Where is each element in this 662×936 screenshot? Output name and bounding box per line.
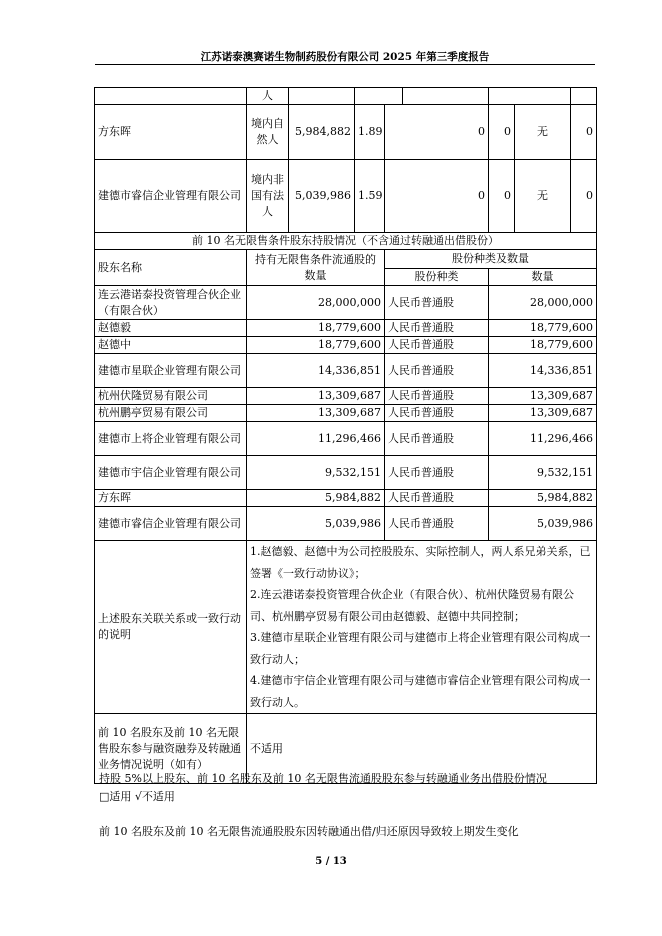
shareholder-table (94, 87, 597, 784)
quantity-cell: 28,000,000 (489, 286, 597, 320)
share-type-cell: 人民币普通股 (385, 388, 489, 405)
table-row (95, 354, 597, 388)
quantity-cell: 18,779,600 (489, 337, 597, 354)
change-paragraph: 前 10 名股东及前 10 名无限售流通股股东因转融通出借/归还原因导致较上期发生变化 (99, 825, 519, 838)
table-row (95, 422, 597, 456)
holder-name-cell: 方东晖 (95, 490, 247, 507)
quantity-cell: 9,532,151 (489, 456, 597, 490)
status-cell: 无 (515, 105, 571, 160)
relation-note: 1.赵德毅、赵德中为公司控股股东、实际控制人，两人系兄弟关系，已签署《一致行动协议》； (250, 545, 591, 580)
holder-name-cell: 赵德中 (95, 337, 247, 354)
pledged-cell (489, 88, 571, 105)
shares-cell: 5,984,882 (289, 105, 355, 160)
holder-name-cell: 建德市睿信企业管理有限公司 (95, 507, 247, 541)
page-number: 5 / 13 (315, 856, 347, 867)
table-row (95, 541, 597, 714)
tradable-qty-cell: 18,779,600 (247, 337, 385, 354)
share-type-cell: 人民币普通股 (385, 422, 489, 456)
tradable-qty-cell: 13,309,687 (247, 405, 385, 422)
holder-name-cell: 杭州鹏亭贸易有限公司 (95, 405, 247, 422)
qty-cell: 0 (571, 105, 597, 160)
header-rule (95, 64, 595, 65)
share-type-cell: 人民币普通股 (385, 320, 489, 337)
table-row (95, 160, 597, 233)
table-row (95, 233, 597, 250)
holder-name-cell: 杭州伏隆贸易有限公司 (95, 388, 247, 405)
quantity-cell: 11,296,466 (489, 422, 597, 456)
quantity-cell: 5,039,986 (489, 507, 597, 541)
holder-nature-cell: 人 (247, 88, 289, 105)
report-header: 江苏诺泰澳赛诺生物制药股份有限公司 2025 年第三季度报告 (200, 51, 490, 63)
ratio-cell: 1.59 (355, 160, 385, 233)
table-row (95, 88, 597, 105)
status-cell: 无 (515, 160, 571, 233)
table-row (95, 105, 597, 160)
lending-options: □适用 √不适用 (99, 790, 175, 803)
holder-name-cell (95, 88, 247, 105)
ratio-cell (355, 88, 403, 105)
section-title: 前 10 名无限售条件股东持股情况（不含通过转融通出借股份） (95, 233, 597, 250)
holder-nature-cell: 境内非国有法人 (247, 160, 289, 233)
share-type-cell: 人民币普通股 (385, 337, 489, 354)
table-row (95, 320, 597, 337)
relation-label: 上述股东关联关系或一致行动的说明 (95, 541, 247, 714)
shares-cell (289, 88, 355, 105)
quantity-cell: 14,336,851 (489, 354, 597, 388)
restricted-cell: 0 (385, 160, 489, 233)
col-header-quantity: 数量 (489, 269, 597, 286)
table-row (95, 490, 597, 507)
relation-note: 4.建德市宇信企业管理有限公司与建德市睿信企业管理有限公司构成一致行动人。 (250, 674, 591, 709)
holder-name-cell: 连云港诺泰投资管理合伙企业（有限合伙） (95, 286, 247, 320)
lending-paragraph (99, 770, 599, 806)
tradable-qty-cell: 13,309,687 (247, 388, 385, 405)
quantity-cell: 13,309,687 (489, 405, 597, 422)
qty-cell: 0 (571, 160, 597, 233)
col-header-tradable-qty: 持有无限售条件流通股的数量 (247, 250, 385, 286)
share-type-cell: 人民币普通股 (385, 490, 489, 507)
shares-cell: 5,039,986 (289, 160, 355, 233)
holder-name-cell: 建德市上将企业管理有限公司 (95, 422, 247, 456)
tradable-qty-cell: 14,336,851 (247, 354, 385, 388)
quantity-cell: 18,779,600 (489, 320, 597, 337)
restricted-cell: 0 (385, 105, 489, 160)
share-type-cell: 人民币普通股 (385, 405, 489, 422)
table-header-row (95, 250, 597, 269)
tradable-qty-cell: 5,984,882 (247, 490, 385, 507)
restricted-cell (403, 88, 489, 105)
holder-name-cell: 方东晖 (95, 105, 247, 160)
tradable-qty-cell: 9,532,151 (247, 456, 385, 490)
holder-name-cell: 建德市睿信企业管理有限公司 (95, 160, 247, 233)
relation-note: 2.连云港诺泰投资管理合伙企业（有限合伙）、杭州伏隆贸易有限公司、杭州鹏亭贸易有限公司由赵德毅、赵德中共同控制； (250, 588, 574, 623)
table-row (95, 388, 597, 405)
col-header-holder-name: 股东名称 (95, 250, 247, 286)
financing-value: 不适用 (247, 714, 597, 784)
table-row (95, 507, 597, 541)
holder-name-cell: 赵德毅 (95, 320, 247, 337)
holder-nature-cell: 境内自然人 (247, 105, 289, 160)
relation-note: 3.建德市星联企业管理有限公司与建德市上将企业管理有限公司构成一致行动人； (250, 631, 591, 666)
table-row (95, 337, 597, 354)
holder-name-cell: 建德市宇信企业管理有限公司 (95, 456, 247, 490)
tradable-qty-cell: 18,779,600 (247, 320, 385, 337)
tradable-qty-cell: 11,296,466 (247, 422, 385, 456)
relation-notes (247, 541, 597, 714)
share-type-cell: 人民币普通股 (385, 456, 489, 490)
ratio-cell: 1.89 (355, 105, 385, 160)
share-type-cell: 人民币普通股 (385, 354, 489, 388)
financing-label: 前 10 名股东及前 10 名无限售股东参与融资融券及转融通业务情况说明（如有） (95, 714, 247, 784)
table-row (95, 405, 597, 422)
tradable-qty-cell: 28,000,000 (247, 286, 385, 320)
share-type-cell: 人民币普通股 (385, 286, 489, 320)
table-row (95, 286, 597, 320)
col-header-share-type-group: 股份种类及数量 (385, 250, 597, 269)
tradable-qty-cell: 5,039,986 (247, 507, 385, 541)
share-type-cell: 人民币普通股 (385, 507, 489, 541)
quantity-cell: 5,984,882 (489, 490, 597, 507)
pledged-cell: 0 (489, 105, 515, 160)
col-header-share-type: 股份种类 (385, 269, 489, 286)
table-row (95, 456, 597, 490)
pledged-cell: 0 (489, 160, 515, 233)
holder-name-cell: 建德市星联企业管理有限公司 (95, 354, 247, 388)
lending-title: 持股 5%以上股东、前 10 名股东及前 10 名无限售流通股股东参与转融通业务出借股份情况 (99, 772, 547, 785)
qty-cell (571, 88, 597, 105)
quantity-cell: 13,309,687 (489, 388, 597, 405)
